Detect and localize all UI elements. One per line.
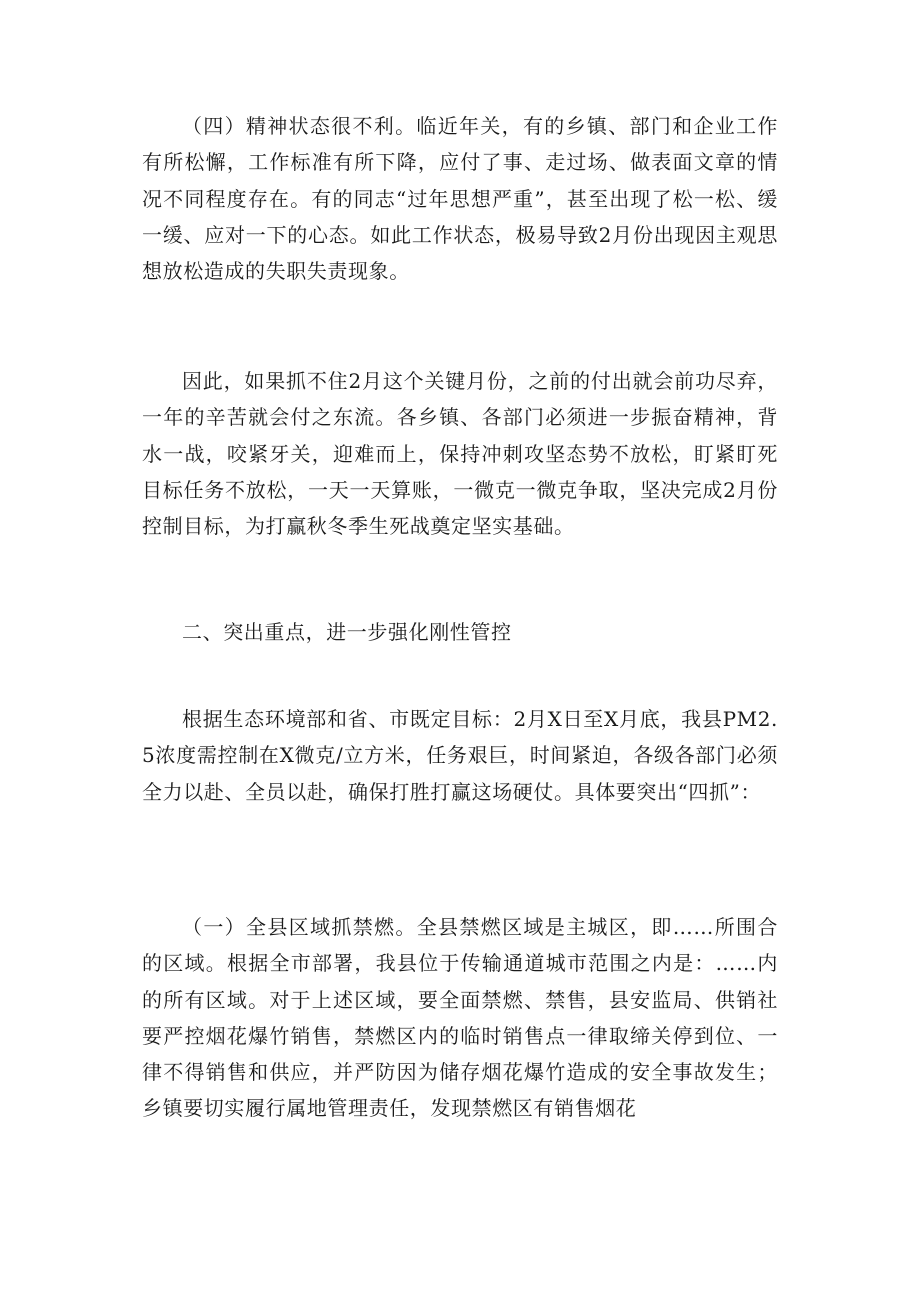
section-heading-key-points: 二、突出重点，进一步强化刚性管控 — [182, 620, 512, 644]
paragraph-key-month: 因此，如果抓不住2月这个关键月份，之前的付出就会前功尽弃，一年的辛苦就会付之东流。各乡镇、各部门必须进一步振奋精神，背水一战，咬紧牙关，迎难而上，保持冲刺攻坚态势不放松，盯紧盯死目标任务不放松，一天一天算账，一微克一微克争取，坚决完成2月份控制目标，为打赢秋冬季生死战奠定坚实基础。 — [142, 369, 778, 539]
paragraph-firework-ban: （一）全县区域抓禁燃。全县禁燃区域是主城区，即……所围合的区域。根据全市部署，我县位于传输通道城市范围之内是：……内的所有区域。对于上述区域，要全面禁燃、禁售，县安监局、供销社要严控烟花爆竹销售，禁燃区内的临时销售点一律取缔关停到位、一律不得销售和供应，并严防因为储存烟花爆竹造成的安全事故发生；乡镇要切实履行属地管理责任，发现禁燃区有销售烟花 — [142, 915, 778, 1121]
paragraph-targets: 根据生态环境部和省、市既定目标：2月X日至X月底，我县PM2.5浓度需控制在X微克/立方米，任务艰巨，时间紧迫，各级各部门必须全力以赴、全员以赴，确保打胜打赢这场硬仗。具体要突出“四抓”： — [142, 707, 778, 804]
paragraph-spirit-state: （四）精神状态很不利。临近年关，有的乡镇、部门和企业工作有所松懈，工作标准有所下降，应付了事、走过场、做表面文章的情况不同程度存在。有的同志“过年思想严重”，甚至出现了松一松、缓一缓、应对一下的心态。如此工作状态，极易导致2月份出现因主观思想放松造成的失职失责现象。 — [142, 114, 778, 284]
